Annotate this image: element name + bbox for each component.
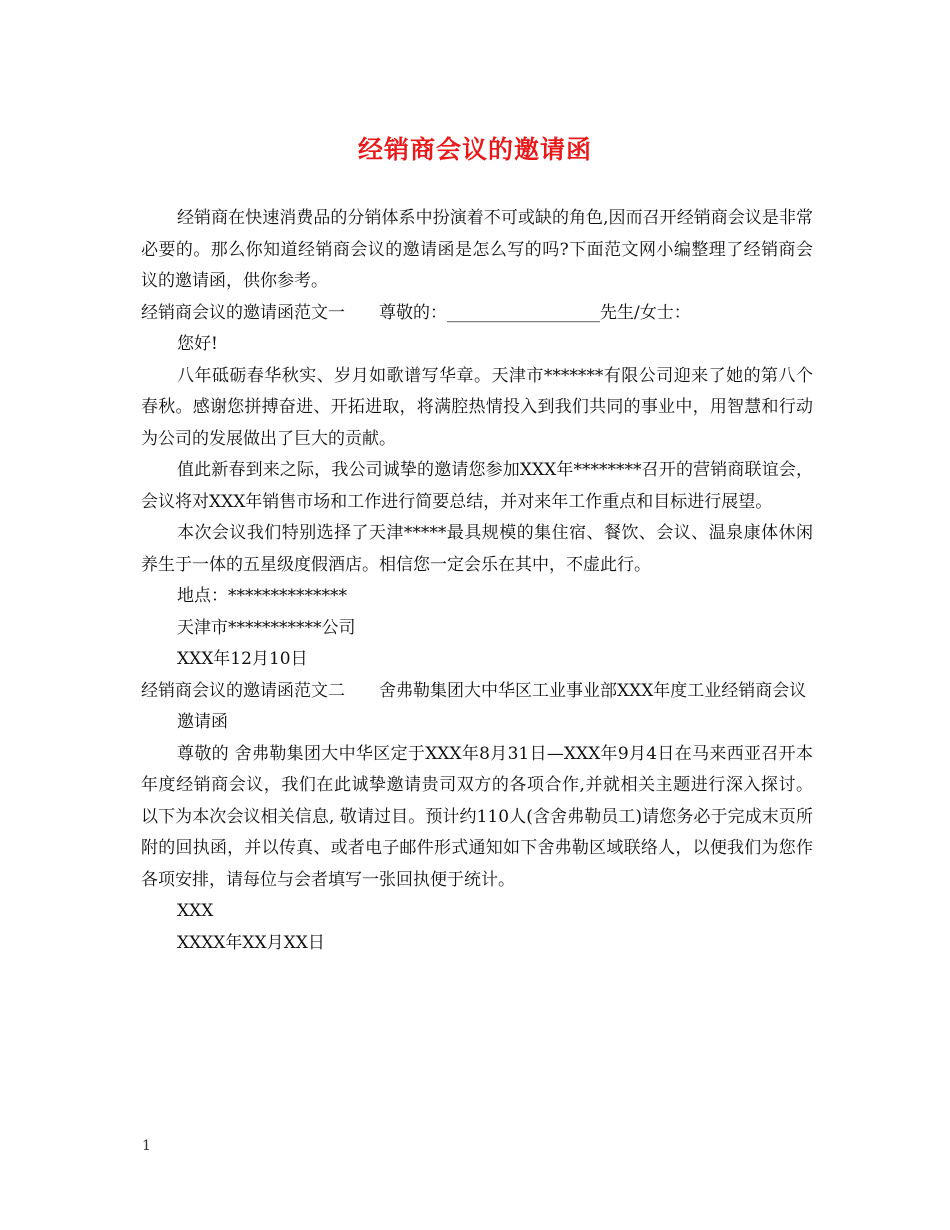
document-title: 经销商会议的邀请函	[357, 135, 592, 164]
sample1-salutation: 尊敬的：__________________先生/女士：	[379, 302, 691, 323]
greeting: 您好!	[177, 334, 218, 354]
invitation-label: 邀请函	[177, 712, 228, 732]
paragraph-1: 八年砥砺春华秋实、岁月如歌谱写华章。天津市*******有限公司迎来了她的第八个春秋。感谢您拼搏奋进、开拓进取，将满腔热情投入到我们共同的事业中，用智慧和行动为公司的发展做出了巨大的贡献。	[141, 365, 813, 449]
page-number: 1	[142, 1138, 151, 1154]
sample2-block	[141, 676, 813, 708]
sample1-heading: 经销商会议的邀请函范文一	[141, 302, 345, 323]
sample1-line	[141, 298, 813, 330]
location-line: 地点：**************	[177, 586, 347, 606]
signature-line: XXX	[177, 901, 214, 921]
date-line-2: XXXX年XX月XX日	[177, 932, 325, 953]
paragraph-3: 本次会议我们特别选择了天津*****最具规模的集住宿、餐饮、会议、温泉康体休闲养生于一体的五星级度假酒店。相信您一定会乐在其中，不虚此行。	[141, 523, 813, 575]
date-line-1: XXX年12月10日	[177, 649, 308, 669]
intro-paragraph: 经销商在快速消费品的分销体系中扮演着不可或缺的角色,因而召开经销商会议是非常必要的。那么你知道经销商会议的邀请函是怎么写的吗?下面范文网小编整理了经销商会议的邀请函，供你参考。	[141, 208, 813, 291]
sample2-subject: 舍弗勒集团大中华区工业事业部XXX年度工业经销商会议	[379, 680, 807, 701]
document-body	[141, 203, 813, 959]
paragraph-4: 尊敬的 舍弗勒集团大中华区定于XXX年8月31日—XXX年9月4日在马来西亚召开本年度经销商会议，我们在此诚挚邀请贵司双方的各项合作,并就相关主题进行深入探讨。 以下为本次会议相关信息, 敬请过目。预计约110人(含舍弗勒员工)请您务必于完成末页所附的回执函，并以传真、或者电子邮件形式通知如下舍弗勒区域联络人，以便我们为您作各项安排，请每位与会者填写一张回执便于统计。	[141, 743, 813, 890]
company-line: 天津市***********公司	[177, 617, 356, 638]
paragraph-2: 值此新春到来之际，我公司诚挚的邀请您参加XXX年********召开的营销商联谊会，会议将对XXX年销售市场和工作进行简要总结，并对来年工作重点和目标进行展望。	[141, 460, 813, 512]
sample2-heading: 经销商会议的邀请函范文二	[141, 680, 345, 701]
